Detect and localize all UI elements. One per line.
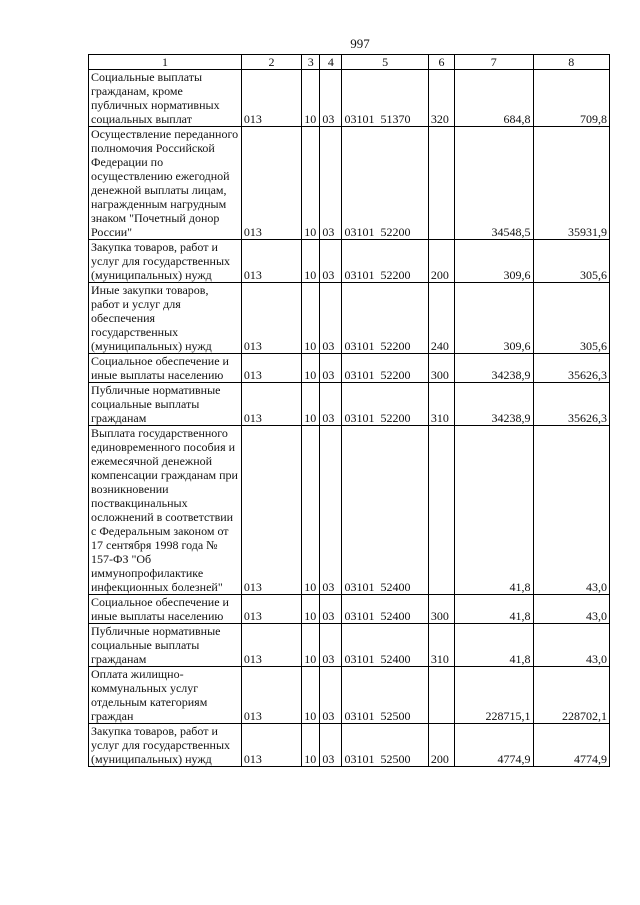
expense-type-cell (428, 667, 454, 724)
target-article-direction: 52200 (380, 411, 411, 425)
target-article-direction: 51370 (380, 112, 411, 126)
target-article-program: 03101 (344, 112, 375, 126)
table-row (89, 240, 610, 283)
table-row (89, 624, 610, 667)
grbs-code-cell: 013 (241, 595, 301, 624)
expense-type-cell: 320 (428, 70, 454, 127)
grbs-code-cell: 013 (241, 383, 301, 426)
section-code-cell: 10 (302, 667, 320, 724)
row-name-cell: Выплата государственного единовременного пособия и ежемесячной денежной компенсации гражданам при возникновении поствакцинальных осложнений в соответствии с Федеральным законом от 17 сентября 1998 года № 157-ФЗ "Об иммунопрофилактике инфекционных болезней" (89, 426, 242, 595)
target-article-program: 03101 (344, 411, 375, 425)
expense-type-cell (428, 127, 454, 240)
section-code-cell: 10 (302, 724, 320, 767)
section-code-cell: 10 (302, 426, 320, 595)
row-name-cell: Осуществление переданного полномочия Российской Федерации по осуществлению ежегодной денежной выплаты лицам, награжденным нагрудным знаком "Почетный донор России" (89, 127, 242, 240)
target-article-cell (342, 354, 428, 383)
page-number: 997 (350, 36, 370, 51)
section-code-cell: 10 (302, 383, 320, 426)
table-row (89, 383, 610, 426)
subsection-code-cell: 03 (320, 70, 342, 127)
target-article-program: 03101 (344, 580, 375, 594)
target-article-program: 03101 (344, 609, 375, 623)
amount-year1-cell: 34238,9 (455, 354, 533, 383)
target-article-cell (342, 724, 428, 767)
column-header: 2 (241, 55, 301, 70)
amount-year2-cell: 43,0 (533, 624, 610, 667)
grbs-code-cell: 013 (241, 70, 301, 127)
target-article-program: 03101 (344, 709, 375, 723)
target-article-program: 03101 (344, 652, 375, 666)
target-article-direction: 52200 (380, 268, 411, 282)
target-article-cell (342, 667, 428, 724)
grbs-code-cell: 013 (241, 127, 301, 240)
section-code-cell: 10 (302, 127, 320, 240)
amount-year2-cell: 35626,3 (533, 383, 610, 426)
grbs-code-cell: 013 (241, 624, 301, 667)
expense-type-cell: 200 (428, 240, 454, 283)
subsection-code-cell: 03 (320, 127, 342, 240)
amount-year1-cell: 41,8 (455, 426, 533, 595)
subsection-code-cell: 03 (320, 354, 342, 383)
table-row (89, 724, 610, 767)
target-article-direction: 52400 (380, 609, 411, 623)
subsection-code-cell: 03 (320, 624, 342, 667)
grbs-code-cell: 013 (241, 240, 301, 283)
expense-type-cell: 310 (428, 383, 454, 426)
amount-year2-cell: 35931,9 (533, 127, 610, 240)
column-header: 7 (455, 55, 533, 70)
target-article-direction: 52500 (380, 709, 411, 723)
row-name-cell: Социальное обеспечение и иные выплаты населению (89, 354, 242, 383)
amount-year2-cell: 35626,3 (533, 354, 610, 383)
section-code-cell: 10 (302, 595, 320, 624)
target-article-cell (342, 70, 428, 127)
amount-year2-cell: 305,6 (533, 283, 610, 354)
amount-year2-cell: 43,0 (533, 426, 610, 595)
column-header: 6 (428, 55, 454, 70)
amount-year2-cell: 228702,1 (533, 667, 610, 724)
row-name-cell: Закупка товаров, работ и услуг для государственных (муниципальных) нужд (89, 240, 242, 283)
table-row (89, 70, 610, 127)
section-code-cell: 10 (302, 354, 320, 383)
subsection-code-cell: 03 (320, 426, 342, 595)
target-article-program: 03101 (344, 752, 375, 766)
amount-year2-cell: 4774,9 (533, 724, 610, 767)
subsection-code-cell: 03 (320, 240, 342, 283)
section-code-cell: 10 (302, 70, 320, 127)
amount-year2-cell: 305,6 (533, 240, 610, 283)
target-article-cell (342, 595, 428, 624)
target-article-direction: 52200 (380, 339, 411, 353)
subsection-code-cell: 03 (320, 383, 342, 426)
expense-type-cell: 200 (428, 724, 454, 767)
subsection-code-cell: 03 (320, 667, 342, 724)
amount-year1-cell: 41,8 (455, 595, 533, 624)
grbs-code-cell: 013 (241, 667, 301, 724)
target-article-cell (342, 240, 428, 283)
amount-year1-cell: 41,8 (455, 624, 533, 667)
expense-type-cell: 300 (428, 595, 454, 624)
target-article-direction: 52200 (380, 225, 411, 239)
amount-year2-cell: 709,8 (533, 70, 610, 127)
column-header: 1 (89, 55, 242, 70)
expense-type-cell: 310 (428, 624, 454, 667)
target-article-cell (342, 127, 428, 240)
section-code-cell: 10 (302, 624, 320, 667)
target-article-direction: 52400 (380, 580, 411, 594)
target-article-program: 03101 (344, 225, 375, 239)
target-article-direction: 52500 (380, 752, 411, 766)
grbs-code-cell: 013 (241, 283, 301, 354)
expense-type-cell: 300 (428, 354, 454, 383)
row-name-cell: Социальное обеспечение и иные выплаты населению (89, 595, 242, 624)
target-article-cell (342, 383, 428, 426)
target-article-cell (342, 426, 428, 595)
target-article-direction: 52400 (380, 652, 411, 666)
grbs-code-cell: 013 (241, 724, 301, 767)
target-article-program: 03101 (344, 339, 375, 353)
amount-year1-cell: 684,8 (455, 70, 533, 127)
amount-year1-cell: 228715,1 (455, 667, 533, 724)
table-row (89, 127, 610, 240)
column-header: 4 (320, 55, 342, 70)
target-article-direction: 52200 (380, 368, 411, 382)
subsection-code-cell: 03 (320, 724, 342, 767)
grbs-code-cell: 013 (241, 426, 301, 595)
row-name-cell: Закупка товаров, работ и услуг для государственных (муниципальных) нужд (89, 724, 242, 767)
expense-type-cell: 240 (428, 283, 454, 354)
table-row (89, 283, 610, 354)
subsection-code-cell: 03 (320, 283, 342, 354)
row-name-cell: Социальные выплаты гражданам, кроме публичных нормативных социальных выплат (89, 70, 242, 127)
header-row (89, 55, 610, 70)
amount-year1-cell: 309,6 (455, 240, 533, 283)
amount-year1-cell: 309,6 (455, 283, 533, 354)
amount-year1-cell: 34548,5 (455, 127, 533, 240)
amount-year1-cell: 34238,9 (455, 383, 533, 426)
amount-year1-cell: 4774,9 (455, 724, 533, 767)
row-name-cell: Публичные нормативные социальные выплаты гражданам (89, 383, 242, 426)
section-code-cell: 10 (302, 240, 320, 283)
table-row (89, 667, 610, 724)
table-row (89, 426, 610, 595)
target-article-program: 03101 (344, 268, 375, 282)
column-header: 5 (342, 55, 428, 70)
target-article-cell (342, 624, 428, 667)
expense-type-cell (428, 426, 454, 595)
grbs-code-cell: 013 (241, 354, 301, 383)
table-row (89, 595, 610, 624)
table-row (89, 354, 610, 383)
budget-table (88, 54, 610, 767)
column-header: 3 (302, 55, 320, 70)
target-article-cell (342, 283, 428, 354)
amount-year2-cell: 43,0 (533, 595, 610, 624)
column-header: 8 (533, 55, 610, 70)
subsection-code-cell: 03 (320, 595, 342, 624)
row-name-cell: Оплата жилищно-коммунальных услуг отдельным категориям граждан (89, 667, 242, 724)
row-name-cell: Публичные нормативные социальные выплаты гражданам (89, 624, 242, 667)
row-name-cell: Иные закупки товаров, работ и услуг для обеспечения государственных (муниципальных) нужд (89, 283, 242, 354)
target-article-program: 03101 (344, 368, 375, 382)
section-code-cell: 10 (302, 283, 320, 354)
